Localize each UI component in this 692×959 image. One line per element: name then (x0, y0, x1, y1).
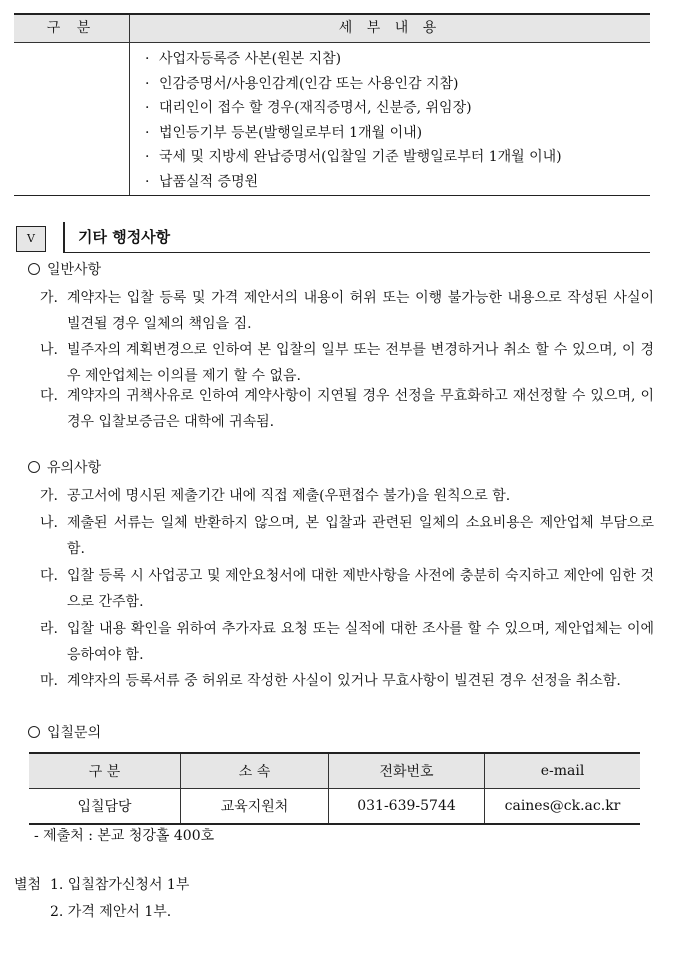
contact-role: 입칠담당 (29, 789, 181, 825)
details-cell (130, 43, 650, 195)
list-item: · 납품실적 증명원 (145, 173, 259, 190)
contact-header-email: e-mail (485, 753, 641, 789)
attachment-item: 2. 가격 제안서 1부. (50, 904, 172, 920)
contact-header-category: 구 분 (29, 753, 181, 789)
header-category: 구 분 (14, 15, 130, 42)
notes-item: 가. 공고서에 명시된 제출기간 내에 직접 제출(우편접수 불가)을 원칙으로 함. (40, 488, 511, 504)
header-details: 세 부 내 용 (338, 20, 442, 36)
contact-header-department: 소 속 (181, 753, 329, 789)
contact-header-phone: 전화번호 (329, 753, 485, 789)
list-item: · 인감증명서/사용인감계(인감 또는 사용인감 지참) (145, 75, 459, 92)
category-cell (14, 43, 130, 195)
list-item: · 사업자등록증 사본(원본 지참) (145, 51, 342, 67)
notes-item: 나. 제출된 서류는 일체 반환하지 않으며, 본 입찰과 관련된 일체의 소요비용은 제안업체 부담으로 함. (40, 515, 654, 557)
contact-table (29, 752, 640, 825)
table-body-row (14, 43, 650, 195)
section-underline (63, 252, 650, 253)
list-item: · 대리인이 접수 할 경우(재직증명서, 신분증, 위임장) (145, 100, 472, 117)
circle-bullet-icon (28, 263, 40, 275)
contact-table-header (29, 753, 640, 789)
section-title: 기타 행정사항 (78, 228, 171, 246)
inquiry-heading: 입칠문의 (28, 722, 101, 744)
circle-bullet-icon (28, 461, 40, 473)
notes-item: 다. 입찰 등록 시 사업공고 및 제안요청서에 대한 제반사항을 사전에 충분히 숙지하고 제안에 임한 것으로 간주함. (40, 568, 654, 610)
required-documents-table (14, 13, 650, 196)
section-divider (63, 222, 65, 252)
circle-bullet-icon (28, 726, 40, 738)
general-heading: 일반사항 (28, 259, 101, 281)
notes-item: 라. 입찰 내용 확인을 위하여 추가자료 요청 또는 실적에 대한 조사를 할 수 있으며, 제안업체는 이에 응하여야 함. (40, 621, 654, 663)
list-item: · 국세 및 지방세 완납증명서(입찰일 기준 발행일로부터 1개월 이내) (145, 149, 562, 166)
section-number: V (16, 226, 46, 252)
general-item: 가. 계약자는 입찰 등록 및 가격 제안서의 내용이 허위 또는 이행 불가능한 내용으로 작성된 사실이 빌견될 경우 일체의 책임을 짐. (40, 290, 654, 332)
attachments-label: 별첨 (14, 877, 42, 893)
submit-location: - 제출처 : 본교 청강홀 400호 (34, 828, 215, 844)
notes-item: 마. 계약자의 등록서류 중 허위로 작성한 사실이 있거나 무효사항이 빌견된 경우 선정을 취소함. (40, 673, 621, 689)
general-item: 다. 계약자의 귀책사유로 인하여 계약사항이 지연될 경우 선정을 무효화하고 재선정할 수 있으며, 이 경우 입찰보증금은 대학에 귀속됨. (40, 388, 654, 430)
contact-email: caines@ck.ac.kr (485, 789, 641, 825)
list-item: · 법인등기부 등본(발행일로부터 1개월 이내) (145, 124, 423, 141)
notes-heading: 유의사항 (28, 457, 101, 479)
contact-phone: 031-639-5744 (329, 789, 485, 825)
table-row (29, 789, 640, 825)
table-header-row (14, 15, 650, 43)
contact-department: 교육지원처 (181, 789, 329, 825)
general-item: 나. 빌주자의 계획변경으로 인하여 본 입찰의 일부 또는 전부를 변경하거나 취소 할 수 있으며, 이 경우 제안업체는 이의를 제기 할 수 없음. (40, 342, 654, 384)
attachment-item: 1. 입칠참가신청서 1부 (50, 877, 190, 893)
